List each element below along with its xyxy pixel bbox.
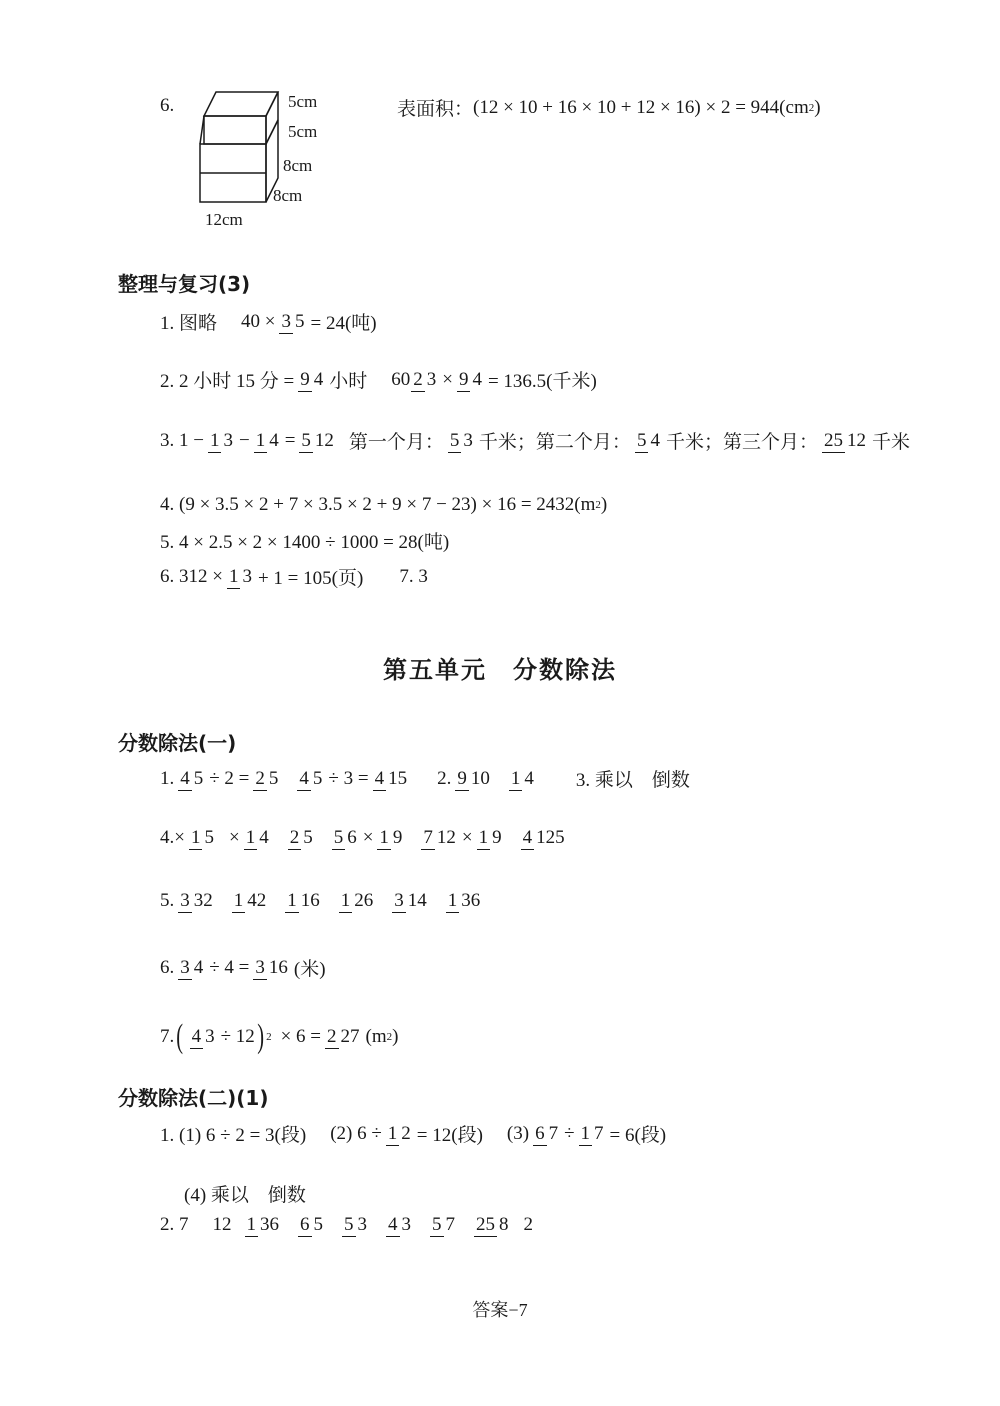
text: 4. bbox=[160, 827, 175, 848]
denominator: 9 bbox=[392, 827, 403, 849]
fraction bbox=[254, 430, 281, 452]
denominator: 14 bbox=[407, 890, 427, 912]
fraction bbox=[178, 890, 215, 912]
denominator: 5 bbox=[193, 767, 204, 789]
fraction bbox=[325, 1026, 362, 1048]
text: 6. bbox=[160, 956, 175, 978]
text: 3. 1 − bbox=[160, 429, 204, 451]
numerator: 4 bbox=[374, 767, 385, 789]
numerator: 1 bbox=[228, 565, 239, 587]
fraction bbox=[208, 430, 235, 452]
denominator: 4 bbox=[259, 827, 269, 849]
numerator: 1 bbox=[447, 890, 458, 912]
numerator: 6 bbox=[300, 1214, 310, 1236]
text: 1. bbox=[160, 767, 175, 789]
surface-area-expr: (12 × 10 + 16 × 10 + 12 × 16) × 2 = 944(cm bbox=[473, 96, 809, 118]
q6-number: 6. bbox=[160, 95, 175, 116]
denominator: 16 bbox=[268, 956, 288, 978]
fraction bbox=[474, 1214, 511, 1236]
dim-8cm-fourth: 8cm bbox=[273, 186, 303, 205]
numerator: 2 bbox=[327, 1026, 337, 1048]
dim-5cm-top: 5cm bbox=[288, 92, 318, 111]
surface-area-close: ) bbox=[814, 96, 821, 118]
fraction bbox=[373, 768, 410, 790]
numerator: 4 bbox=[191, 1026, 202, 1048]
text: ) bbox=[600, 494, 608, 515]
text: 4. (9 × 3.5 × 2 + 7 × 3.5 × 2 + 9 × 7 − 23) × 16 = 2432(m bbox=[160, 494, 596, 515]
text: ÷ bbox=[564, 1122, 575, 1144]
text: ÷ 2 = bbox=[209, 767, 250, 789]
text: 7. bbox=[160, 1026, 175, 1047]
text: ÷ 3 = bbox=[328, 767, 369, 789]
numerator: 1 bbox=[233, 890, 244, 912]
text: 60 bbox=[391, 368, 411, 390]
review3-line-2 bbox=[160, 366, 597, 393]
text: 1. (1) 6 ÷ 2 = 3(段) bbox=[160, 1125, 307, 1146]
text: × bbox=[461, 827, 473, 848]
denominator: 6 bbox=[347, 827, 357, 849]
denominator: 5 bbox=[303, 827, 313, 849]
denominator: 36 bbox=[461, 890, 481, 912]
numerator: 1 bbox=[580, 1122, 591, 1144]
text: 5. bbox=[160, 890, 175, 911]
div2-line-2 bbox=[160, 1214, 533, 1236]
text: × bbox=[228, 827, 240, 848]
text: 2. 2 小时 15 分 = bbox=[160, 371, 295, 392]
fraction bbox=[477, 827, 504, 849]
denominator: 2 bbox=[401, 1122, 411, 1144]
denominator: 4 bbox=[193, 956, 204, 978]
denominator: 3 bbox=[205, 1026, 215, 1048]
numerator: 5 bbox=[301, 429, 311, 451]
review3-line-3 bbox=[160, 427, 910, 454]
dim-5cm-second: 5cm bbox=[288, 122, 318, 141]
numerator: 5 bbox=[333, 827, 344, 849]
numerator: 1 bbox=[510, 767, 521, 789]
numerator: 5 bbox=[449, 429, 460, 451]
denominator: 16 bbox=[300, 890, 320, 912]
fraction bbox=[245, 1214, 282, 1236]
numerator: 3 bbox=[255, 956, 265, 978]
fraction bbox=[455, 768, 492, 790]
fraction bbox=[386, 1123, 413, 1145]
review3-heading: 整理与复习(3) bbox=[118, 272, 251, 296]
fraction bbox=[521, 827, 567, 849]
fraction bbox=[411, 369, 438, 391]
fraction bbox=[178, 957, 205, 979]
fraction bbox=[377, 827, 404, 849]
surface-area-label: 表面积： bbox=[397, 99, 474, 120]
surface-area-sup: 2 bbox=[808, 101, 815, 114]
numerator: 3 bbox=[394, 890, 404, 912]
denominator: 27 bbox=[340, 1026, 360, 1048]
text: × bbox=[442, 368, 453, 390]
fraction bbox=[579, 1123, 606, 1145]
denominator: 36 bbox=[260, 1214, 279, 1236]
fraction bbox=[533, 1123, 560, 1145]
numerator: 1 bbox=[478, 827, 489, 849]
unit-title: 第五单元 分数除法 bbox=[383, 656, 617, 684]
div1-heading: 分数除法(一) bbox=[118, 731, 237, 755]
fraction bbox=[297, 768, 324, 790]
fraction bbox=[298, 369, 325, 391]
denominator: 12 bbox=[846, 429, 866, 451]
denominator: 4 bbox=[524, 767, 534, 789]
numerator: 3 bbox=[180, 956, 190, 978]
text: 千米；第三个月： bbox=[665, 432, 818, 453]
numerator: 4 bbox=[299, 767, 309, 789]
denominator: 12 bbox=[314, 429, 334, 451]
left-paren: ( bbox=[176, 1018, 184, 1055]
denominator: 9 bbox=[492, 827, 502, 849]
numerator: 1 bbox=[287, 890, 297, 912]
div2-line-1 bbox=[160, 1120, 666, 1147]
denominator: 42 bbox=[247, 890, 267, 912]
text: × bbox=[174, 827, 185, 848]
text: 7. 3 bbox=[399, 565, 428, 587]
numerator: 1 bbox=[379, 827, 389, 849]
text: 第一个月： bbox=[348, 432, 444, 453]
denominator: 5 bbox=[312, 767, 323, 789]
fraction bbox=[457, 369, 484, 391]
right-paren: ) bbox=[257, 1018, 264, 1055]
sup: 2 bbox=[386, 1031, 393, 1043]
denominator: 7 bbox=[548, 1122, 559, 1144]
fraction bbox=[298, 1214, 325, 1236]
div1-line-4 bbox=[160, 827, 571, 849]
fraction bbox=[244, 827, 271, 849]
denominator: 3 bbox=[401, 1214, 411, 1236]
denominator: 8 bbox=[499, 1214, 509, 1236]
text: 5. 4 × 2.5 × 2 × 1400 ÷ 1000 = 28(吨) bbox=[160, 532, 450, 553]
text: = 136.5(千米) bbox=[487, 371, 597, 392]
denominator: 3 bbox=[357, 1214, 367, 1236]
denominator: 4 bbox=[472, 368, 482, 390]
text: + 1 = 105(页) bbox=[257, 568, 364, 589]
fraction bbox=[279, 311, 306, 333]
dim-12cm-width: 12cm bbox=[205, 210, 243, 229]
fraction bbox=[332, 827, 359, 849]
fraction bbox=[190, 1026, 217, 1048]
fraction bbox=[635, 430, 662, 452]
denominator: 15 bbox=[388, 767, 408, 789]
denominator: 125 bbox=[536, 827, 565, 849]
text: 1. 图略 bbox=[160, 313, 218, 334]
numerator: 1 bbox=[340, 890, 351, 912]
sup: 2 bbox=[266, 1031, 272, 1043]
numerator: 2 bbox=[289, 827, 300, 849]
numerator: 1 bbox=[245, 827, 256, 849]
fraction bbox=[386, 1214, 413, 1236]
text: ÷ 12 bbox=[220, 1026, 255, 1047]
text: = bbox=[284, 429, 296, 451]
fraction bbox=[285, 890, 322, 912]
text: (m bbox=[365, 1026, 387, 1047]
fraction bbox=[421, 827, 458, 849]
dim-8cm-third: 8cm bbox=[283, 156, 313, 175]
numerator: 5 bbox=[432, 1214, 442, 1236]
text: 千米 bbox=[871, 432, 910, 453]
fraction bbox=[446, 890, 483, 912]
div1-line-6 bbox=[160, 954, 326, 981]
review3-line-6 bbox=[160, 563, 428, 590]
text: = 6(段) bbox=[609, 1125, 667, 1146]
numerator: 3 bbox=[281, 310, 291, 332]
denominator: 32 bbox=[193, 890, 213, 912]
text: (2) 6 ÷ bbox=[330, 1122, 382, 1144]
fraction bbox=[227, 566, 254, 588]
review3-line-1 bbox=[160, 308, 377, 335]
numerator: 1 bbox=[190, 827, 201, 849]
numerator: 1 bbox=[246, 1214, 256, 1236]
denominator: 10 bbox=[470, 767, 490, 789]
text: 3. 乘以 倒数 bbox=[575, 770, 690, 791]
page-footer: 答案−7 bbox=[472, 1300, 528, 1320]
numerator: 1 bbox=[387, 1122, 398, 1144]
fraction bbox=[448, 430, 475, 452]
text: = 12(段) bbox=[416, 1125, 483, 1146]
text: 千米；第二个月： bbox=[478, 432, 631, 453]
denominator: 5 bbox=[313, 1214, 323, 1236]
fraction bbox=[392, 890, 429, 912]
fraction bbox=[253, 957, 290, 979]
text: × 6 = bbox=[280, 1026, 322, 1047]
numerator: 25 bbox=[823, 429, 843, 451]
fraction bbox=[253, 768, 280, 790]
denominator: 3 bbox=[463, 429, 473, 451]
denominator: 3 bbox=[426, 368, 437, 390]
numerator: 25 bbox=[476, 1214, 495, 1236]
denominator: 4 bbox=[313, 368, 324, 390]
numerator: 5 bbox=[636, 429, 647, 451]
denominator: 7 bbox=[594, 1122, 604, 1144]
numerator: 5 bbox=[344, 1214, 354, 1236]
q6-surface-area bbox=[397, 94, 821, 121]
numerator: 2 bbox=[413, 368, 423, 390]
text: (4) 乘以 倒数 bbox=[184, 1185, 306, 1206]
numerator: 2 bbox=[255, 767, 265, 789]
fraction bbox=[509, 768, 536, 790]
numerator: 4 bbox=[180, 767, 190, 789]
text: − bbox=[238, 429, 250, 451]
numerator: 3 bbox=[180, 890, 190, 912]
fraction bbox=[299, 430, 336, 452]
text: 12 bbox=[212, 1214, 232, 1235]
denominator: 4 bbox=[650, 429, 660, 451]
numerator: 7 bbox=[423, 827, 433, 849]
text: 2 bbox=[523, 1214, 533, 1235]
numerator: 1 bbox=[209, 429, 220, 451]
numerator: 4 bbox=[388, 1214, 398, 1236]
div2-line-1b bbox=[184, 1180, 306, 1207]
fraction bbox=[189, 827, 216, 849]
text: 2. 7 bbox=[160, 1214, 189, 1235]
text: (3) bbox=[506, 1122, 530, 1144]
review3-line-5 bbox=[160, 527, 449, 554]
denominator: 5 bbox=[294, 310, 305, 332]
fraction bbox=[288, 827, 315, 849]
div2-heading: 分数除法(二)(1) bbox=[118, 1086, 269, 1110]
text: ÷ 4 = bbox=[209, 956, 250, 978]
fraction bbox=[178, 768, 205, 790]
numerator: 9 bbox=[300, 368, 310, 390]
text: × bbox=[362, 827, 374, 848]
numerator: 1 bbox=[255, 429, 266, 451]
fraction bbox=[342, 1214, 369, 1236]
denominator: 26 bbox=[354, 890, 374, 912]
numerator: 4 bbox=[522, 827, 533, 849]
numerator: 6 bbox=[535, 1122, 545, 1144]
text: 2. bbox=[437, 767, 452, 789]
text: 40 × bbox=[241, 310, 276, 332]
numerator: 9 bbox=[458, 368, 469, 390]
denominator: 12 bbox=[436, 827, 456, 849]
denominator: 7 bbox=[445, 1214, 455, 1236]
text: = 24(吨) bbox=[310, 313, 377, 334]
text: ) bbox=[392, 1026, 399, 1047]
numerator: 9 bbox=[457, 767, 467, 789]
fraction bbox=[430, 1214, 457, 1236]
fraction bbox=[339, 890, 376, 912]
div1-line-7 bbox=[160, 1020, 398, 1054]
div1-line-1 bbox=[160, 765, 690, 792]
q6-line bbox=[160, 95, 174, 117]
denominator: 3 bbox=[242, 565, 252, 587]
denominator: 5 bbox=[268, 767, 279, 789]
text: 小时 bbox=[329, 371, 368, 392]
sup: 2 bbox=[595, 499, 601, 511]
div1-line-5 bbox=[160, 890, 486, 912]
denominator: 5 bbox=[204, 827, 214, 849]
fraction bbox=[822, 430, 868, 452]
text: (米) bbox=[293, 959, 326, 980]
fraction bbox=[232, 890, 269, 912]
review3-line-4 bbox=[160, 494, 607, 516]
text: 6. 312 × bbox=[160, 565, 223, 587]
denominator: 4 bbox=[269, 429, 279, 451]
denominator: 3 bbox=[223, 429, 233, 451]
